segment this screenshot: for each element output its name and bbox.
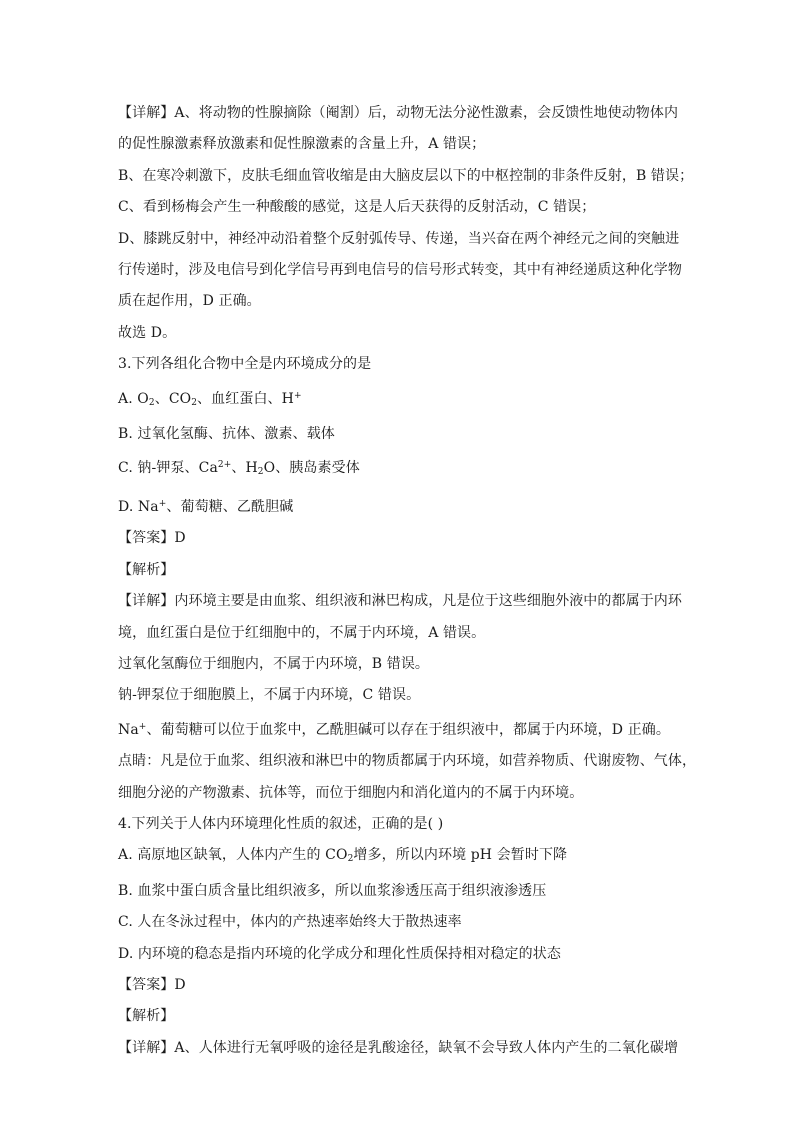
- q3-option-d: D. Na+、葡萄糖、乙酰胆碱: [118, 498, 294, 515]
- q4-option-a: A. 高原地区缺氧，人体内产生的 $CO_2$增多，所以内环境 pH 会暂时下降: [118, 847, 568, 865]
- q4-option-d: D. 内环境的稳态是指内环境的化学成分和理化性质保持相对稳定的状态: [118, 945, 561, 962]
- q3-tip-line: 点睛：凡是位于血浆、组织液和淋巴中的物质都属于内环境，如营养物质、代谢废物、气体，: [118, 753, 697, 770]
- q3-answer: 【答案】D: [118, 530, 186, 547]
- question-4-stem: 4.下列关于人体内环境理化性质的叙述，正确的是( ): [118, 815, 444, 832]
- q3-tip-line: 细胞分泌的产物激素、抗体等，而位于细胞内和消化道内的不属于内环境。: [118, 784, 584, 801]
- text-line: 质在起作用，D 正确。: [118, 293, 261, 310]
- q3-detail-line: 境，血红蛋白是位于红细胞中的，不属于内环境，A 错误。: [118, 624, 486, 641]
- text-line: B、在寒冷刺激下，皮肤毛细血管收缩是由大脑皮层以下的中枢控制的非条件反射，B 错误；: [118, 167, 694, 184]
- text-line: D、膝跳反射中，神经冲动沿着整个反射弧传导、传递，当兴奋在两个神经元之间的突触进: [118, 230, 680, 247]
- text-line: 故选 D。: [118, 324, 177, 341]
- q3-detail-line: Na+、葡萄糖可以位于血浆中，乙酰胆碱可以存在于组织液中，都属于内环境，D 正确。: [118, 721, 670, 738]
- q3-detail-line: 钠-钾泵位于细胞膜上，不属于内环境，C 错误。: [118, 687, 421, 704]
- text-line: 的促性腺激素释放激素和促性腺激素的含量上升，A 错误；: [118, 136, 486, 153]
- q3-option-b: B. 过氧化氢酶、抗体、激素、载体: [118, 426, 335, 443]
- text-line: 行传递时，涉及电信号到化学信号再到电信号的信号形式转变，其中有神经递质这种化学物: [118, 262, 682, 279]
- q4-answer: 【答案】D: [118, 976, 186, 993]
- q4-detail-line: 【详解】A、人体进行无氧呼吸的途径是乳酸途径，缺氧不会导致人体内产生的二氧化碳增: [118, 1039, 679, 1056]
- q3-option-a: A. $O_2$、$CO_2$、血红蛋白、H+: [118, 390, 302, 408]
- q3-analysis-heading: 【解析】: [118, 561, 175, 578]
- q3-detail-line: 【详解】内环境主要是由血浆、组织液和淋巴构成，凡是位于这些细胞外液中的都属于内环: [118, 593, 682, 610]
- q3-option-c: C. 钠-钾泵、$Ca^{2+}$、$H_2O$、胰岛素受体: [118, 460, 360, 478]
- q4-analysis-heading: 【解析】: [118, 1008, 175, 1025]
- q3-detail-line: 过氧化氢酶位于细胞内，不属于内环境，B 错误。: [118, 655, 430, 672]
- q4-option-b: B. 血浆中蛋白质含量比组织液多，所以血浆渗透压高于组织液渗透压: [118, 882, 547, 899]
- q4-option-c: C. 人在冬泳过程中，体内的产热速率始终大于散热速率: [118, 914, 462, 931]
- text-line: C、看到杨梅会产生一种酸酸的感觉，这是人后天获得的反射活动，C 错误；: [118, 199, 596, 216]
- text-line: 【详解】A、将动物的性腺摘除（阉割）后，动物无法分泌性激素，会反馈性地使动物体内: [118, 105, 679, 121]
- question-3-stem: 3.下列各组化合物中全是内环境成分的是: [118, 356, 372, 373]
